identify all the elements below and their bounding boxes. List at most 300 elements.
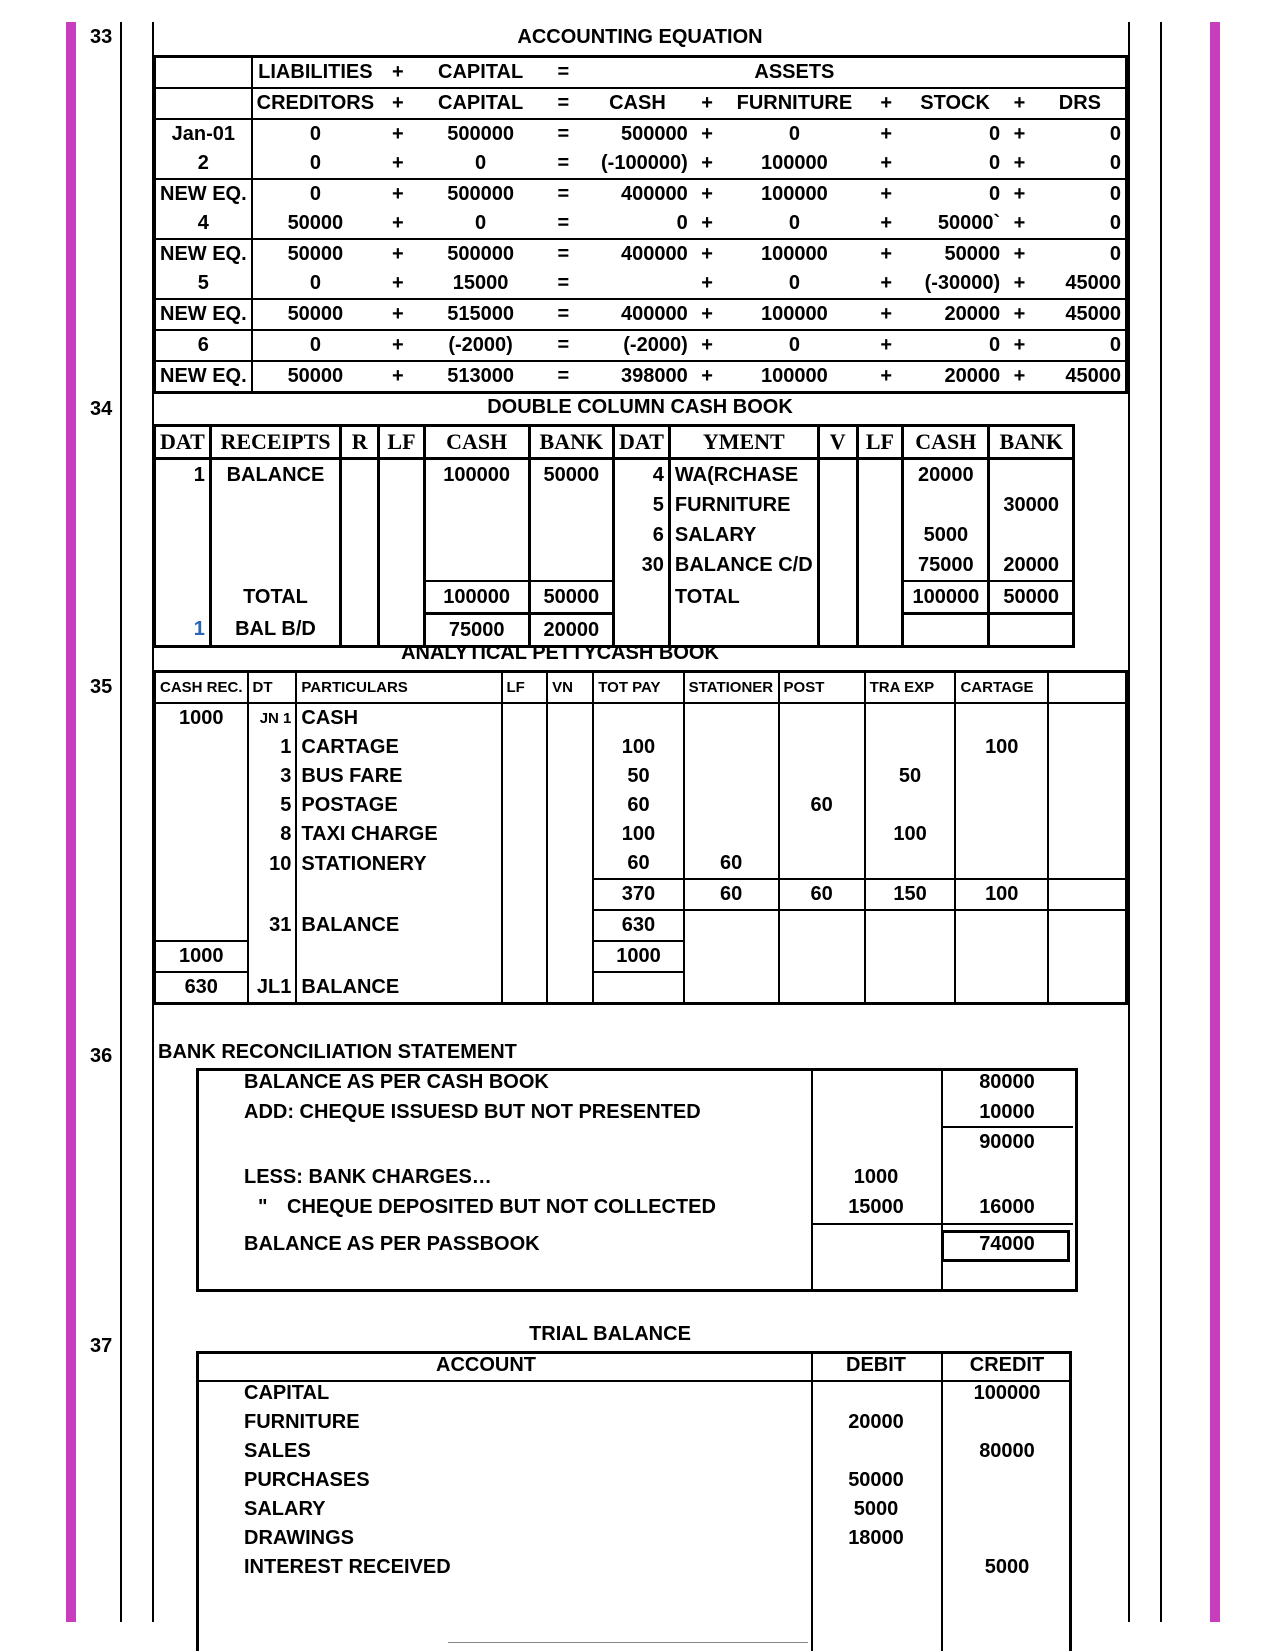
petty-cell [1048, 791, 1126, 820]
petty-cell [1048, 972, 1126, 1004]
brs-rule [943, 1126, 1073, 1128]
cashbook-cell: 30 [614, 550, 670, 581]
petty-cell [779, 733, 865, 762]
cashbook-cell [424, 550, 529, 581]
petty-cell: 150 [865, 879, 956, 910]
equation-cell: + [392, 152, 404, 174]
brs-value: 80000 [979, 1071, 1035, 1093]
trial-account: SALES [244, 1440, 311, 1462]
petty-cell [1048, 910, 1126, 941]
petty-cell [155, 849, 248, 879]
equation-cell: + [866, 239, 906, 269]
equation-cell: 515000 [418, 299, 544, 330]
equation-cell: 0 [906, 179, 1004, 209]
equation-cell: + [880, 152, 893, 174]
cashbook-cell [818, 459, 857, 491]
equation-cell: (-100000) [601, 152, 688, 174]
petty-cell [593, 972, 683, 1004]
petty-cell: 630 [155, 972, 248, 1004]
equation-cell: + [1004, 239, 1035, 269]
equation-row [155, 57, 1127, 89]
petty-row [155, 941, 1127, 972]
equation-row [155, 239, 1127, 269]
cashbook-row [155, 520, 1074, 550]
petty-cell [248, 879, 297, 910]
petty-cell [684, 733, 779, 762]
cashbook-cell [818, 490, 857, 520]
margin-line [120, 22, 122, 1622]
petty-cell: POST [779, 672, 865, 704]
equation-cell: + [866, 361, 906, 393]
cashbook-cell [210, 550, 340, 581]
petty-cell: 100 [955, 879, 1048, 910]
equation-row [155, 299, 1127, 330]
cashbook-cell [818, 550, 857, 581]
question-number: 37 [90, 1335, 113, 1357]
petty-cell [547, 879, 593, 910]
equation-cell: + [692, 179, 723, 209]
petty-cell: 1000 [155, 941, 248, 972]
equation-cell: + [692, 88, 723, 119]
equation-cell: + [692, 361, 723, 393]
brs-value: 90000 [979, 1131, 1035, 1153]
petty-cell: 60 [593, 791, 683, 820]
petty-cell [955, 820, 1048, 849]
brs-value: 74000 [979, 1233, 1035, 1255]
accounting-equation-table [153, 55, 1128, 394]
petty-cell: BUS FARE [296, 762, 501, 791]
petty-cell: 100 [865, 820, 956, 849]
equation-cell [866, 57, 906, 89]
cashbook-cell [341, 520, 379, 550]
cashbook-cell [155, 490, 211, 520]
brs-label: ADD: CHEQUE ISSUESD BUT NOT PRESENTED [244, 1101, 701, 1123]
trial-debit: 18000 [848, 1527, 904, 1549]
petty-cell: PARTICULARS [296, 672, 501, 704]
cashbook-cell: 75000 [424, 614, 529, 647]
brs-col-line [811, 1068, 813, 1289]
petty-cell: 3 [248, 762, 297, 791]
cashbook-cell [857, 520, 903, 550]
equation-cell: + [378, 299, 418, 330]
petty-cell [296, 941, 501, 972]
brs-value: 16000 [979, 1196, 1035, 1218]
petty-cell: 31 [248, 910, 297, 941]
brs-title: BANK RECONCILIATION STATEMENT [158, 1041, 517, 1063]
petty-cell: 5 [248, 791, 297, 820]
equation-row [155, 361, 1127, 393]
cashbook-cell: 30000 [989, 490, 1074, 520]
cashbook-cell: 100000 [903, 581, 989, 614]
equation-cell: (-30000) [924, 272, 1001, 294]
trial-account: CAPITAL [244, 1382, 330, 1404]
cashbook-cell: 100000 [424, 581, 529, 614]
equation-cell: + [392, 212, 404, 234]
petty-cell [684, 703, 779, 733]
petty-cell: TRA EXP [865, 672, 956, 704]
petty-cell [779, 762, 865, 791]
equation-cell: + [692, 299, 723, 330]
equation-cell: 0 [1109, 212, 1121, 234]
brs-label: BALANCE AS PER CASH BOOK [244, 1071, 549, 1093]
equation-cell: + [1004, 179, 1035, 209]
equation-cell: 45000 [1035, 299, 1127, 330]
petty-cell [865, 941, 956, 972]
trial-account: DRAWINGS [244, 1527, 354, 1549]
equation-row [155, 88, 1127, 119]
petty-cell [155, 910, 248, 941]
trial-head-account: ACCOUNT [436, 1354, 536, 1376]
equation-cell: 0 [676, 212, 688, 234]
cashbook-cell [857, 581, 903, 614]
equation-cell: 100000 [722, 299, 866, 330]
equation-cell: 0 [475, 212, 487, 234]
petty-cell: CASH [296, 703, 501, 733]
equation-cell: = [544, 361, 584, 393]
footer-rule [448, 1642, 808, 1643]
margin-line [1128, 22, 1130, 1622]
equation-cell: = [544, 119, 584, 149]
cashbook-cell [614, 581, 670, 614]
equation-cell: CAPITAL [418, 88, 544, 119]
equation-cell: 45000 [1035, 361, 1127, 393]
cashbook-cell [155, 520, 211, 550]
equation-cell: + [866, 179, 906, 209]
brs-label: LESS: BANK CHARGES… [244, 1166, 492, 1188]
petty-cell [547, 703, 593, 733]
equation-row [155, 209, 1127, 239]
petty-cell [502, 941, 548, 972]
equation-cell: + [866, 299, 906, 330]
cashbook-cell: WA(RCHASE [669, 459, 818, 491]
equation-row [155, 149, 1127, 179]
cashbook-cell [155, 581, 211, 614]
trial-account: PURCHASES [244, 1469, 370, 1491]
equation-cell [692, 57, 723, 89]
equation-cell [583, 57, 692, 89]
petty-cell [865, 791, 956, 820]
petty-cell: 1 [248, 733, 297, 762]
equation-cell: = [557, 272, 570, 294]
equation-cell: 50000 [287, 212, 344, 234]
equation-cell: + [1004, 361, 1035, 393]
petty-cell: DT [248, 672, 297, 704]
cashbook-cell: BALANCE [210, 459, 340, 491]
petty-cell [779, 849, 865, 879]
petty-cell: LF [502, 672, 548, 704]
equation-cell: 500000 [418, 239, 544, 269]
equation-cell: NEW EQ. [155, 361, 252, 393]
petty-cell [547, 910, 593, 941]
cashbook-cell: SALARY [669, 520, 818, 550]
cashbook-cell [818, 520, 857, 550]
equation-cell: 100000 [722, 179, 866, 209]
equation-cell: = [544, 88, 584, 119]
petty-cell [155, 791, 248, 820]
equation-cell: + [701, 272, 713, 294]
petty-cell: CARTAGE [955, 672, 1048, 704]
equation-cell: + [701, 212, 713, 234]
petty-cell [1048, 820, 1126, 849]
petty-cell: 370 [593, 879, 683, 910]
equation-cell: 100000 [722, 239, 866, 269]
petty-cell [955, 849, 1048, 879]
brs-label: BALANCE AS PER PASSBOOK [244, 1233, 540, 1255]
question-number: 35 [90, 676, 113, 698]
equation-cell: 0 [722, 330, 866, 361]
petty-cell [155, 762, 248, 791]
petty-cell [684, 791, 779, 820]
cash-book-table [153, 424, 1075, 648]
cashbook-cell [379, 581, 425, 614]
petty-row [155, 733, 1127, 762]
cashbook-cell [529, 520, 614, 550]
petty-cell [248, 941, 297, 972]
petty-cell [955, 941, 1048, 972]
cashbook-cell: FURNITURE [669, 490, 818, 520]
petty-cell: 1000 [155, 703, 248, 733]
cashbook-cell: DAT [614, 426, 670, 459]
petty-row [155, 972, 1127, 1004]
cashbook-cell [857, 490, 903, 520]
petty-cell: CASH REC. [155, 672, 248, 704]
petty-cell [547, 733, 593, 762]
equation-cell: 0 [252, 179, 378, 209]
cashbook-cell [857, 550, 903, 581]
petty-title: ANALYTICAL PETTYCASH BOOK [401, 642, 719, 664]
petty-cell [547, 791, 593, 820]
cashbook-cell: BANK [529, 426, 614, 459]
petty-cell [779, 703, 865, 733]
petty-cell [502, 910, 548, 941]
equation-row [155, 269, 1127, 299]
cashbook-cell: 5 [614, 490, 670, 520]
trial-credit: 80000 [979, 1440, 1035, 1462]
equation-cell: + [392, 272, 404, 294]
equation-cell: = [557, 212, 570, 234]
brs-value: 10000 [979, 1101, 1035, 1123]
petty-cell [684, 910, 779, 941]
trial-debit: 20000 [848, 1411, 904, 1433]
petty-cell [547, 849, 593, 879]
cashbook-cell: 5000 [903, 520, 989, 550]
cashbook-cell [341, 459, 379, 491]
equation-row [155, 330, 1127, 361]
petty-cell: BALANCE [296, 972, 501, 1004]
petty-cell: 1000 [593, 941, 683, 972]
cashbook-cell [818, 581, 857, 614]
cashbook-cell [379, 520, 425, 550]
equation-cell: + [1004, 299, 1035, 330]
cashbook-cell [857, 459, 903, 491]
petty-cell: 60 [684, 849, 779, 879]
equation-cell: 45000 [1065, 272, 1121, 294]
equation-cell: NEW EQ. [155, 179, 252, 209]
equation-cell: + [378, 88, 418, 119]
petty-cell [155, 820, 248, 849]
petty-cell [779, 941, 865, 972]
petty-cell [865, 910, 956, 941]
equation-cell: + [866, 119, 906, 149]
cashbook-cell [155, 550, 211, 581]
equation-cell: CASH [583, 88, 692, 119]
petty-cell [865, 972, 956, 1004]
question-number: 34 [90, 398, 113, 420]
petty-cell [684, 972, 779, 1004]
equation-cell: 5 [155, 269, 252, 299]
petty-cell [865, 849, 956, 879]
petty-cell: 50 [593, 762, 683, 791]
cashbook-cell: BALANCE C/D [669, 550, 818, 581]
equation-cell: 15000 [452, 272, 509, 294]
equation-cell: + [880, 212, 893, 234]
equation-cell: + [701, 152, 713, 174]
cashbook-cell [989, 520, 1074, 550]
brs-label: CHEQUE DEPOSITED BUT NOT COLLECTED [287, 1196, 716, 1218]
trial-credit: 100000 [973, 1382, 1041, 1404]
cashbook-cell: 6 [614, 520, 670, 550]
cashbook-cell: TOTAL [669, 581, 818, 614]
cashbook-cell: BANK [989, 426, 1074, 459]
petty-row [155, 672, 1127, 704]
trial-col-line [941, 1351, 943, 1651]
cashbook-cell [529, 490, 614, 520]
equation-cell: 0 [252, 119, 378, 149]
equation-cell: 0 [1109, 152, 1121, 174]
petty-cell [1048, 703, 1126, 733]
equation-cell: (-2000) [418, 330, 544, 361]
brs-rule [813, 1223, 1073, 1225]
equation-cell: 20000 [906, 361, 1004, 393]
petty-cell: VN [547, 672, 593, 704]
petty-cell: TOT PAY [593, 672, 683, 704]
cashbook-cell: 100000 [424, 459, 529, 491]
petty-cell: 10 [248, 849, 297, 879]
equation-cell: 50000 [252, 239, 378, 269]
petty-cell: 100 [955, 733, 1048, 762]
equation-title: ACCOUNTING EQUATION [517, 26, 763, 48]
petty-cell [955, 762, 1048, 791]
cashbook-cell [379, 550, 425, 581]
petty-cell: 60 [684, 879, 779, 910]
petty-row [155, 910, 1127, 941]
cashbook-cell: 75000 [903, 550, 989, 581]
equation-cell: + [378, 361, 418, 393]
petty-cell [865, 703, 956, 733]
equation-cell: + [1004, 119, 1035, 149]
question-number: 33 [90, 26, 113, 48]
equation-cell: + [880, 272, 893, 294]
equation-cell [583, 269, 692, 299]
petty-row [155, 762, 1127, 791]
cashbook-cell [341, 581, 379, 614]
cashbook-cell: CASH [903, 426, 989, 459]
equation-cell: + [378, 239, 418, 269]
cashbook-cell: TOTAL [210, 581, 340, 614]
equation-cell: DRS [1035, 88, 1127, 119]
cashbook-cell [379, 459, 425, 491]
equation-cell: = [544, 179, 584, 209]
petty-cell: 100 [593, 820, 683, 849]
cashbook-cell: 20000 [989, 550, 1074, 581]
equation-cell: 0 [722, 119, 866, 149]
equation-cell [1035, 57, 1127, 89]
petty-cell [684, 762, 779, 791]
petty-cell [1048, 672, 1126, 704]
cashbook-cell: RECEIPTS [210, 426, 340, 459]
equation-cell: 50000 [252, 361, 378, 393]
petty-row [155, 820, 1127, 849]
question-number: 36 [90, 1045, 113, 1067]
equation-cell: + [1004, 330, 1035, 361]
petty-cell: 630 [593, 910, 683, 941]
petty-cell [779, 972, 865, 1004]
trial-credit: 5000 [984, 1556, 1030, 1578]
equation-cell: = [557, 61, 570, 83]
equation-cell: NEW EQ. [155, 299, 252, 330]
equation-cell: + [378, 179, 418, 209]
equation-cell: + [692, 330, 723, 361]
equation-cell [1004, 57, 1035, 89]
petty-cell [296, 879, 501, 910]
petty-cell [955, 703, 1048, 733]
equation-cell: + [692, 239, 723, 269]
petty-cell [779, 910, 865, 941]
equation-cell: 400000 [583, 299, 692, 330]
equation-cell: 6 [155, 330, 252, 361]
equation-cell: 0 [1035, 239, 1127, 269]
equation-cell: = [544, 299, 584, 330]
petty-row [155, 791, 1127, 820]
cashbook-cell: 1 [155, 614, 211, 647]
petty-cell: 8 [248, 820, 297, 849]
petty-cell [1048, 849, 1126, 879]
equation-cell: 0 [475, 152, 487, 174]
petty-cell: 50 [865, 762, 956, 791]
trial-head-credit: CREDIT [969, 1354, 1045, 1376]
cashbook-cell [989, 459, 1074, 491]
equation-cell: 0 [309, 272, 321, 294]
equation-cell: 50000` [937, 212, 1001, 234]
equation-cell: ASSETS [754, 61, 835, 83]
equation-cell: + [692, 119, 723, 149]
cashbook-cell: 50000 [529, 581, 614, 614]
petty-cell [547, 941, 593, 972]
equation-cell: 500000 [418, 119, 544, 149]
petty-cell [779, 820, 865, 849]
petty-row [155, 849, 1127, 879]
trial-debit: 50000 [848, 1469, 904, 1491]
petty-cell: CARTAGE [296, 733, 501, 762]
equation-cell: 0 [788, 212, 800, 234]
equation-cell: 4 [155, 209, 252, 239]
cashbook-cell: 50000 [989, 581, 1074, 614]
cashbook-cell: V [818, 426, 857, 459]
cashbook-cell: 20000 [903, 459, 989, 491]
cashbook-cell [424, 520, 529, 550]
petty-cell [155, 733, 248, 762]
petty-cell [547, 820, 593, 849]
petty-cell: JN 1 [248, 703, 297, 733]
petty-cell [547, 972, 593, 1004]
equation-cell: 0 [252, 330, 378, 361]
equation-cell: 0 [1035, 119, 1127, 149]
petty-cell [502, 791, 548, 820]
equation-cell: + [1013, 152, 1026, 174]
petty-cell [502, 879, 548, 910]
equation-cell: 500000 [583, 119, 692, 149]
cashbook-cell: 20000 [529, 614, 614, 647]
